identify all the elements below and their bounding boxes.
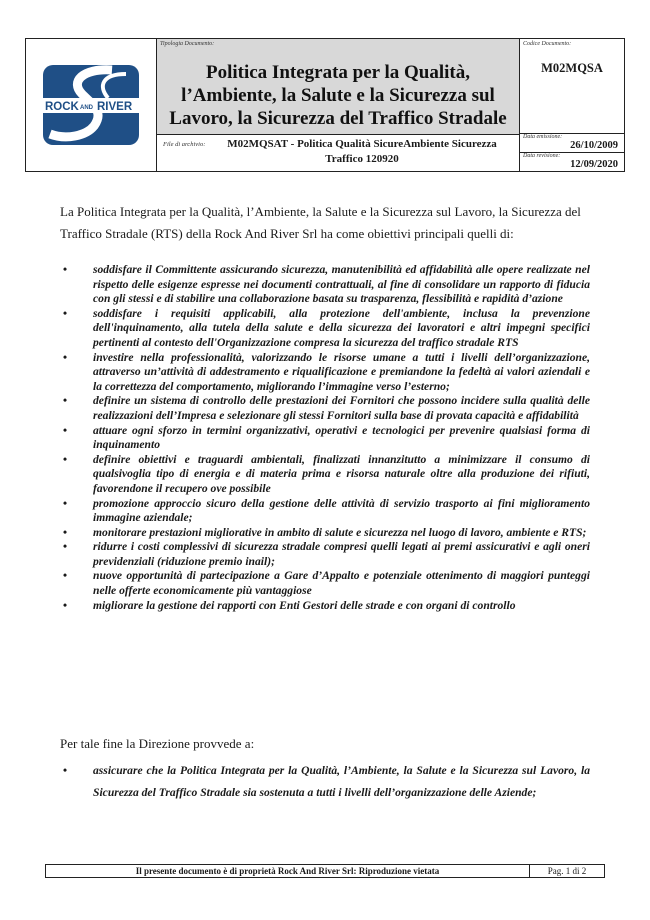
list-item — [60, 569, 590, 598]
list-item — [60, 760, 590, 804]
list-item-text: attuare ogni sforzo in termini organizzativi, operativi e tecnologici per prevenire qualsiasi forma di inquinamento — [93, 423, 590, 452]
bullet-icon: • — [63, 394, 68, 408]
list-item — [60, 394, 590, 423]
bullet-icon: • — [63, 569, 68, 583]
list-item — [60, 453, 590, 497]
emission-cell — [520, 134, 624, 153]
title-cell — [157, 39, 519, 135]
list-item — [60, 526, 590, 541]
bullet-icon: • — [63, 306, 68, 320]
bullet-icon: • — [63, 496, 68, 510]
bullet-icon: • — [63, 598, 68, 612]
archive-value: M02MQSAT - Politica Qualità SicureAmbiente Sicurezza Traffico 120920 — [227, 138, 497, 165]
list-item-text: definire obiettivi e traguardi ambientali, finalizzati innanzitutto a minimizzare il consumo di qualsivoglia tipo di energia e di materia prima e risorsa naturale oltre alla produzione dei rifiuti, favorendone il recupero ove possibile — [93, 452, 590, 495]
bullet-icon: • — [63, 423, 68, 437]
type-label: Tipologia Documento: — [160, 41, 215, 47]
list-item-text: promozione approccio sicuro della gestione delle attività di servizio trasporto ai fini miglioramento immagine aziendale; — [93, 496, 590, 525]
list-item-text: monitorare prestazioni migliorative in ambito di salute e sicurezza nel luogo di lavoro, ambiente e RTS; — [93, 525, 587, 539]
list-item — [60, 424, 590, 453]
list-item-text: soddisfare i requisiti applicabili, alla protezione dell'ambiente, inclusa la prevenzione dell'inquinamento, alla tutela della salute e della sicurezza dei lavoratori e altri impegni specifici pertinenti al contesto dell'Organizzazione compresa la sicurezza del traffico stradale RTS — [93, 306, 590, 349]
archive-label: File di archivio: — [163, 141, 206, 148]
list-item — [60, 497, 590, 526]
list-item-text: nuove opportunità di partecipazione a Gare d’Appalto e potenziale ottenimento di maggiori punteggi nelle offerte economicamente più vantaggiose — [93, 569, 590, 598]
objectives-list — [60, 263, 590, 613]
bullet-icon: • — [63, 764, 68, 777]
archive-cell — [157, 135, 519, 171]
list-item — [60, 540, 590, 569]
title-column — [157, 39, 520, 171]
revision-date: 12/09/2020 — [570, 159, 618, 170]
emission-label: Data emissione: — [523, 134, 563, 140]
bullet-icon: • — [63, 525, 68, 539]
logo-river: RIVER — [97, 101, 133, 113]
intro-paragraph: La Politica Integrata per la Qualità, l’Ambiente, la Salute e la Sicurezza sul Lavoro, la Sicurezza del Traffico Stradale (RTS) della Rock And River Srl ha come obiettivi principali quelli di: — [60, 204, 581, 241]
page-footer — [45, 864, 605, 878]
emission-date: 26/10/2009 — [570, 140, 618, 151]
list-item-text: soddisfare il Committente assicurando sicurezza, manutenibilità ed affidabilità alle opere realizzate nel rispetto delle esigenze espresse nei documenti contrattuali, al fine di consolidare un rapporto di fiducia con gli stessi e di stabilire una collaborazione basata su trasparenza, flessibilità e rapidità d’azione — [93, 263, 590, 306]
logo-and: AND — [80, 105, 93, 111]
logo-rock: ROCK — [45, 101, 79, 113]
subintro-paragraph: Per tale fine la Direzione provvede a: — [60, 736, 255, 751]
code-column — [520, 39, 624, 171]
list-item-text: definire un sistema di controllo delle prestazioni dei Fornitori che possono incidere sulla qualità delle realizzazioni dell’Impresa e selezionare gli stessi Fornitori sulla base di provata capacità e affidabilità — [93, 394, 590, 422]
list-item — [60, 307, 590, 351]
list-item — [60, 599, 590, 614]
list-item-text: ridurre i costi complessivi di sicurezza stradale compresi quelli legati ai premi assicurativi e agli oneri previdenziali (riduzione premio inail); — [93, 540, 590, 568]
list-item — [60, 263, 590, 307]
ownership-notice: Il presente documento è di proprietà Rock And River Srl: Riproduzione vietata — [46, 865, 530, 877]
document-title: Politica Integrata per la Qualità, l’Ambiente, la Salute e la Sicurezza sul Lavoro, la Sicurezza del Traffico Stradale — [169, 62, 507, 129]
document-code: M02MQSA — [541, 61, 603, 75]
revision-cell — [520, 153, 624, 171]
logo-cell — [26, 39, 157, 171]
revision-label: Data revisione: — [523, 153, 561, 159]
list-item-text: investire nella professionalità, valorizzando le risorse umane a tutti i livelli dell’organizzazione, attraverso un’attività di addestramento e riqualificazione e premiandone la fedeltà ai valori aziendali e la correttezza del comportamento, migliorando l’immagine verso l’esterno; — [93, 350, 590, 393]
bullet-icon: • — [63, 540, 68, 554]
page-number: Pag. 1 di 2 — [547, 866, 587, 876]
bullet-icon: • — [63, 350, 68, 364]
bullet-icon: • — [63, 263, 68, 276]
bullet-icon: • — [63, 452, 68, 466]
list-item — [60, 351, 590, 395]
list-item-text: migliorare la gestione dei rapporti con Enti Gestori delle strade e con organi di controllo — [93, 598, 516, 612]
company-logo — [42, 64, 140, 146]
actions-list — [60, 760, 590, 804]
code-label: Codice Documento: — [523, 41, 572, 47]
document-header — [25, 38, 625, 172]
list-item-text: assicurare che la Politica Integrata per la Qualità, l’Ambiente, la Salute e la Sicurezza sul Lavoro, la Sicurezza del Traffico Stradale sia sostenuta a tutti i livelli dell’organizzazione delle Aziende; — [93, 764, 590, 799]
code-cell — [520, 39, 624, 134]
